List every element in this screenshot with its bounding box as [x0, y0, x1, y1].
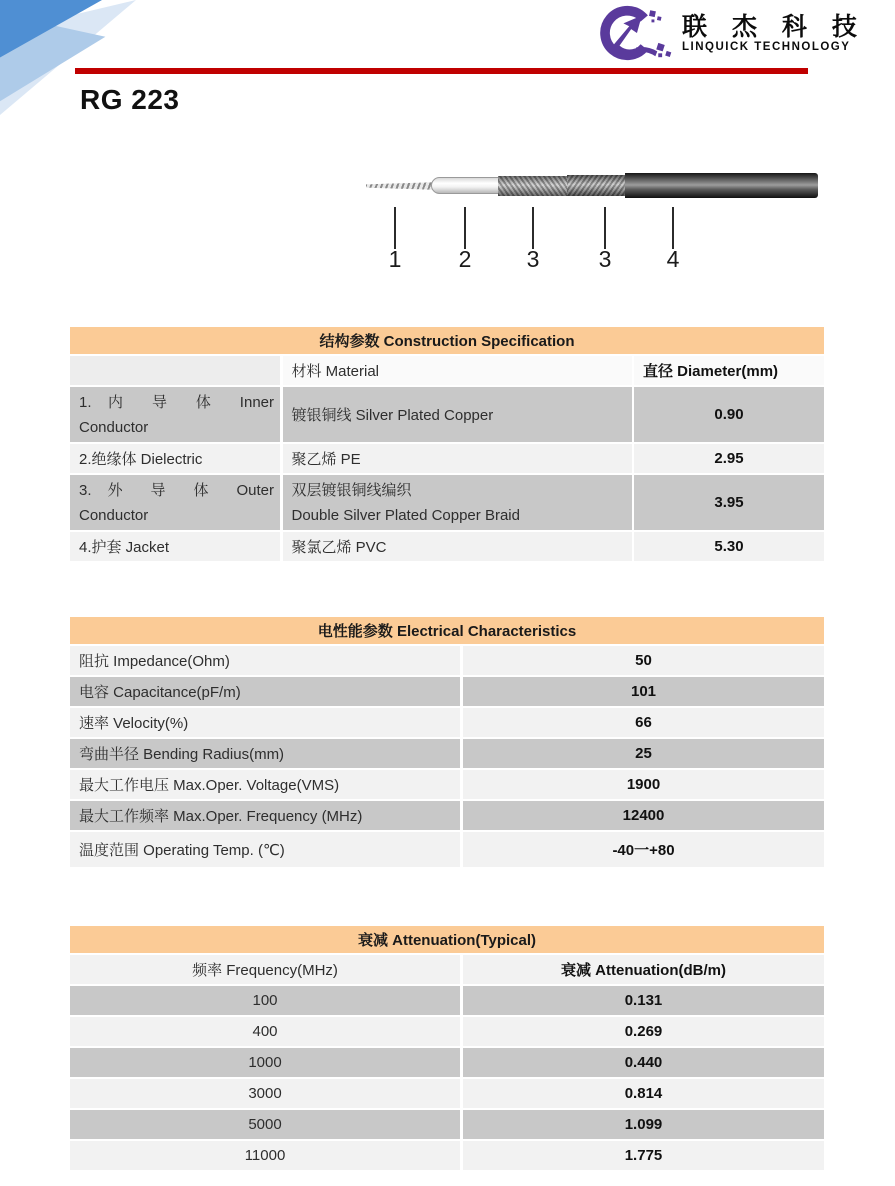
attenuation-cell: 0.814 [463, 1079, 824, 1108]
leader-line-2 [464, 207, 466, 249]
attenuation-table-title: 衰减 Attenuation(Typical) [70, 926, 824, 953]
material-cell: 镀银铜线 Silver Plated Copper [283, 387, 632, 442]
attenuation-header-row [70, 955, 824, 984]
table-row [70, 1079, 824, 1108]
table-row [70, 1017, 824, 1046]
spec-label-cell: 最大工作频率 Max.Oper. Frequency (MHz) [70, 801, 460, 830]
company-name-en: LINQUICK TECHNOLOGY [682, 41, 851, 54]
cable-braid-inner [498, 176, 570, 196]
part-name-cell: 3. 外 导 体 Outer Conductor [70, 475, 280, 530]
attenuation-header-frequency: 频率 Frequency(MHz) [70, 955, 460, 984]
construction-header-row [70, 356, 824, 385]
leader-line-1 [394, 207, 396, 249]
diameter-cell: 5.30 [634, 532, 824, 561]
table-row [70, 986, 824, 1015]
company-name-cn: 联 杰 科 技 [682, 12, 866, 41]
table-row [70, 801, 824, 830]
attenuation-cell: 0.269 [463, 1017, 824, 1046]
spec-label-cell: 最大工作电压 Max.Oper. Voltage(VMS) [70, 770, 460, 799]
construction-table-title: 结构参数 Construction Specification [70, 327, 824, 354]
table-row [70, 770, 824, 799]
construction-header-blank [70, 356, 280, 385]
table-row [70, 1048, 824, 1077]
leader-line-3 [532, 207, 534, 249]
page-title: RG 223 [80, 84, 180, 115]
frequency-cell: 1000 [70, 1048, 460, 1077]
diameter-cell: 0.90 [634, 387, 824, 442]
spec-label-cell: 阻抗 Impedance(Ohm) [70, 646, 460, 675]
table-row [70, 444, 824, 473]
frequency-cell: 5000 [70, 1110, 460, 1139]
spec-value-cell: 1900 [463, 770, 824, 799]
cable-braid-outer [567, 175, 628, 196]
attenuation-cell: 1.099 [463, 1110, 824, 1139]
attenuation-cell: 0.131 [463, 986, 824, 1015]
attenuation-cell: 0.440 [463, 1048, 824, 1077]
spec-value-cell: 12400 [463, 801, 824, 830]
part-name-cell: 2.绝缘体 Dielectric [70, 444, 280, 473]
table-row [70, 832, 824, 867]
spec-value-cell: -40一+80 [463, 832, 824, 867]
frequency-cell: 3000 [70, 1079, 460, 1108]
table-row [70, 739, 824, 768]
attenuation-table [70, 926, 824, 1172]
part-label-3: 3 [526, 246, 540, 272]
table-row [70, 387, 824, 442]
leader-line-4 [604, 207, 606, 249]
cable-diagram [0, 0, 895, 300]
electrical-table-title: 电性能参数 Electrical Characteristics [70, 617, 824, 644]
material-cell: 聚乙烯 PE [283, 444, 632, 473]
table-row [70, 1110, 824, 1139]
frequency-cell: 11000 [70, 1141, 460, 1170]
spec-label-cell: 速率 Velocity(%) [70, 708, 460, 737]
spec-label-cell: 电容 Capacitance(pF/m) [70, 677, 460, 706]
cable-jacket [625, 173, 818, 198]
spec-value-cell: 101 [463, 677, 824, 706]
part-label-1: 1 [388, 246, 402, 272]
spec-label-cell: 弯曲半径 Bending Radius(mm) [70, 739, 460, 768]
part-label-5: 4 [666, 246, 680, 272]
attenuation-cell: 1.775 [463, 1141, 824, 1170]
diameter-cell: 2.95 [634, 444, 824, 473]
construction-table [70, 327, 824, 563]
table-row [70, 646, 824, 675]
table-row [70, 677, 824, 706]
attenuation-header-attenuation: 衰减 Attenuation(dB/m) [463, 955, 824, 984]
leader-line-5 [672, 207, 674, 249]
part-name-cell: 4.护套 Jacket [70, 532, 280, 561]
construction-header-material: 材料 Material [283, 356, 632, 385]
part-name-cell: 1. 内 导 体 Inner Conductor [70, 387, 280, 442]
spec-value-cell: 66 [463, 708, 824, 737]
cable-dielectric [431, 177, 505, 194]
table-row [70, 532, 824, 561]
spec-label-cell: 温度范围 Operating Temp. (℃) [70, 832, 460, 867]
part-label-4: 3 [598, 246, 612, 272]
part-label-2: 2 [458, 246, 472, 272]
spec-value-cell: 25 [463, 739, 824, 768]
material-cell: 双层镀银铜线编织 Double Silver Plated Copper Braid [283, 475, 632, 530]
spec-value-cell: 50 [463, 646, 824, 675]
construction-header-diameter: 直径 Diameter(mm) [634, 356, 824, 385]
frequency-cell: 100 [70, 986, 460, 1015]
electrical-table [70, 617, 824, 869]
material-cell: 聚氯乙烯 PVC [283, 532, 632, 561]
table-row [70, 708, 824, 737]
diameter-cell: 3.95 [634, 475, 824, 530]
table-row [70, 475, 824, 530]
table-row [70, 1141, 824, 1170]
frequency-cell: 400 [70, 1017, 460, 1046]
